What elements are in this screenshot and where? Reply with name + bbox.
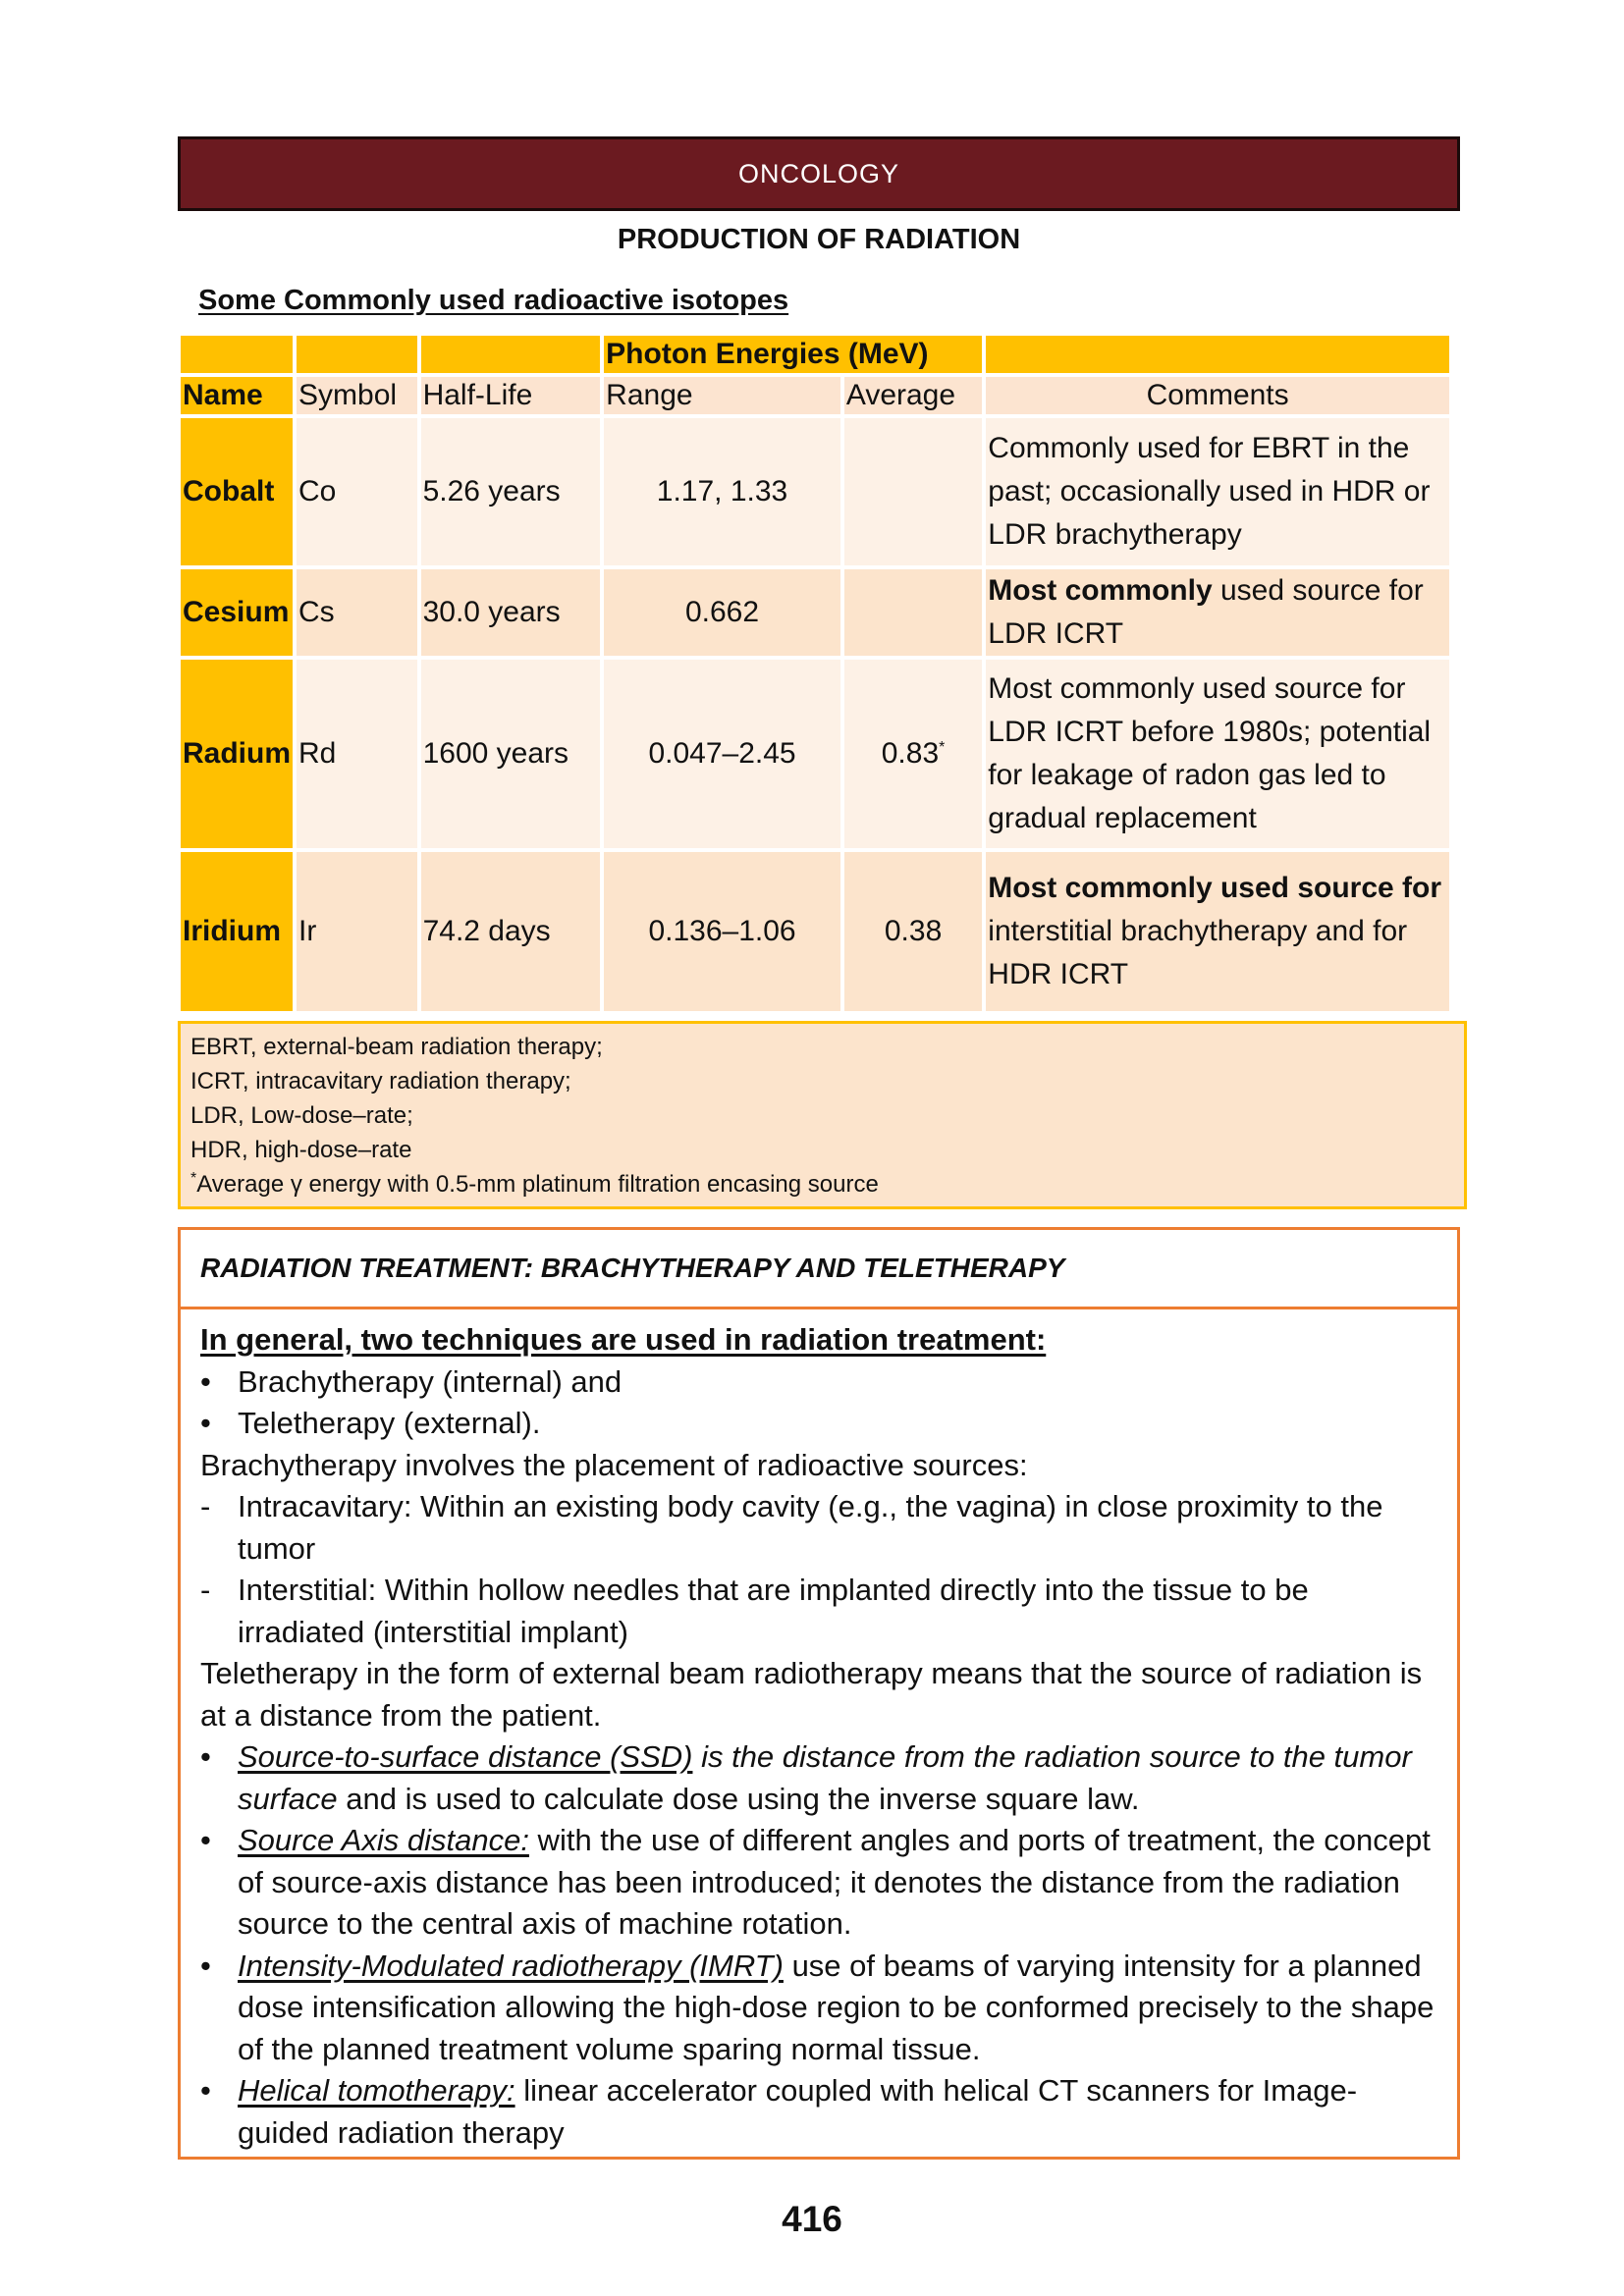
isotope-name: Cesium: [181, 569, 293, 656]
isotope-symbol: Rd: [297, 660, 417, 848]
header-blank-cell: [986, 336, 1449, 373]
isotope-comment: [986, 569, 1449, 656]
list-item: [200, 1736, 1437, 1820]
isotope-name: Iridium: [181, 852, 293, 1011]
comment-text: used source for LDR ICRT: [988, 574, 1424, 650]
isotope-name: Cobalt: [181, 418, 293, 565]
isotope-range: 0.662: [604, 569, 840, 656]
legend-line: HDR, high-dose–rate: [190, 1137, 412, 1163]
col-header-range: Range: [604, 377, 840, 414]
list-item-text: Interstitial: Within hollow needles that are implanted directly into the tissue to be irradiated (interstitial implant): [238, 1573, 1309, 1649]
table-row: [181, 569, 1449, 656]
col-header-average: Average: [844, 377, 982, 414]
col-header-comments: Comments: [986, 377, 1449, 414]
dash-icon: -: [200, 1489, 211, 1523]
table-row: [181, 418, 1449, 565]
isotope-half-life: 5.26 years: [421, 418, 601, 565]
dash-icon: -: [200, 1573, 211, 1607]
page-number: 416: [782, 2199, 842, 2239]
abbreviations-legend: [178, 1021, 1467, 1209]
average-value: 0.83: [881, 737, 940, 770]
isotope-average: [844, 852, 982, 1011]
isotope-range: 1.17, 1.33: [604, 418, 840, 565]
table-subtitle: Some Commonly used radioactive isotopes: [198, 285, 789, 316]
bullet-icon: •: [200, 1948, 211, 1983]
list-item-text: Intracavitary: Within an existing body cavity (e.g., the vagina) in close proximity to the tumor: [238, 1489, 1383, 1566]
isotope-range: 0.136–1.06: [604, 852, 840, 1011]
bullet-icon: •: [200, 1823, 211, 1857]
table-row: [181, 660, 1449, 848]
term: Intensity-Modulated radiotherapy (IMRT): [238, 1948, 784, 1983]
section-title: PRODUCTION OF RADIATION: [617, 224, 1021, 255]
isotope-average: [844, 569, 982, 656]
average-value: 0.38: [884, 915, 943, 947]
list-item-text: [238, 2070, 1437, 2154]
chapter-title: ONCOLOGY: [737, 158, 900, 188]
term-description: and is used to calculate dose using the inverse square law.: [337, 1781, 1140, 1816]
term-description: with the use of different angles and ports of treatment, the concept of source-axis distance has been introduced; it denotes the distance from the radiation source to the central axis of machine rotation.: [238, 1823, 1431, 1941]
bullet-icon: •: [200, 2073, 211, 2108]
isotope-comment: [986, 418, 1449, 565]
isotope-range: 0.047–2.45: [604, 660, 840, 848]
term: Helical tomotherapy:: [238, 2073, 515, 2108]
isotopes-table: [177, 332, 1453, 1015]
col-header-name: Name: [181, 377, 293, 414]
bullet-icon: •: [200, 1739, 211, 1774]
photon-energies-header: Photon Energies (MeV): [604, 336, 982, 373]
isotope-comment: [986, 852, 1449, 1011]
term-description: linear accelerator coupled with helical CT scanners for Image-guided radiation therapy: [238, 2073, 1358, 2150]
footnote-mark: *: [939, 739, 946, 756]
radiation-treatment-box: [178, 1227, 1460, 2160]
list-item: [200, 2070, 1437, 2154]
list-item-text: [238, 1736, 1437, 1820]
box-body: [181, 1309, 1457, 2154]
list-item: [200, 1570, 1437, 1653]
comment-bold: Most commonly: [988, 574, 1213, 607]
table-group-header-row: [181, 336, 1449, 373]
list-item-text: Teletherapy (external).: [238, 1406, 541, 1440]
isotope-symbol: Cs: [297, 569, 417, 656]
bullet-icon: •: [200, 1406, 211, 1440]
list-item-text: [238, 1820, 1437, 1946]
footnote-text: Average γ energy with 0.5-mm platinum filtration encasing source: [196, 1171, 879, 1198]
comment-text: Most commonly used source for LDR ICRT before 1980s; potential for leakage of radon gas led to gradual replacement: [988, 672, 1432, 834]
comment-text: interstitial brachytherapy and for HDR ICRT: [988, 915, 1408, 990]
box-heading: RADIATION TREATMENT: BRACHYTHERAPY AND TELETHERAPY: [181, 1230, 1457, 1309]
bullet-icon: •: [200, 1363, 211, 1399]
isotope-average: [844, 418, 982, 565]
list-item: [200, 1362, 1437, 1404]
legend-line: LDR, Low-dose–rate;: [190, 1102, 413, 1129]
chapter-banner: [178, 136, 1460, 211]
isotope-name: Radium: [181, 660, 293, 848]
comment-text: Commonly used for EBRT in the past; occasionally used in HDR or LDR brachytherapy: [988, 432, 1431, 551]
isotope-half-life: 74.2 days: [421, 852, 601, 1011]
isotope-average: [844, 660, 982, 848]
header-blank-cell: [421, 336, 601, 373]
paragraph: Brachytherapy involves the placement of radioactive sources:: [200, 1447, 1028, 1482]
header-blank-cell: [181, 336, 293, 373]
list-item: [200, 1820, 1437, 1946]
isotope-symbol: Ir: [297, 852, 417, 1011]
table-row: [181, 852, 1449, 1011]
isotope-half-life: 1600 years: [421, 660, 601, 848]
legend-line: EBRT, external-beam radiation therapy;: [190, 1034, 603, 1060]
footnote-mark: *: [190, 1170, 197, 1187]
isotope-half-life: 30.0 years: [421, 569, 601, 656]
table-column-header-row: [181, 377, 1449, 414]
paragraph: Teletherapy in the form of external beam radiotherapy means that the source of radiation is at a distance from the patient.: [200, 1656, 1423, 1733]
term-description: use of beams of varying intensity for a planned dose intensification allowing the high-dose region to be conformed precisely to the shape of the planned treatment volume sparing normal tissue.: [238, 1948, 1435, 2066]
legend-footnote: [190, 1167, 1459, 1201]
term: Source Axis distance:: [238, 1823, 529, 1857]
list-item-text: Brachytherapy (internal) and: [238, 1363, 623, 1399]
term-italic-text: is the distance from the radiation source to the tumor surface: [238, 1739, 1412, 1816]
isotope-comment: [986, 660, 1449, 848]
col-header-symbol: Symbol: [297, 377, 417, 414]
list-item: [200, 1403, 1437, 1445]
isotope-symbol: Co: [297, 418, 417, 565]
list-item-text: [238, 1946, 1437, 2071]
list-item: [200, 1486, 1437, 1570]
col-header-half-life: Half-Life: [421, 377, 601, 414]
intro-text: In general, two techniques are used in radiation treatment:: [200, 1322, 1047, 1357]
list-item: [200, 1946, 1437, 2071]
header-blank-cell: [297, 336, 417, 373]
term: Source-to-surface distance (SSD): [238, 1739, 693, 1774]
comment-bold: Most commonly used source for: [988, 872, 1442, 904]
legend-line: ICRT, intracavitary radiation therapy;: [190, 1068, 571, 1095]
